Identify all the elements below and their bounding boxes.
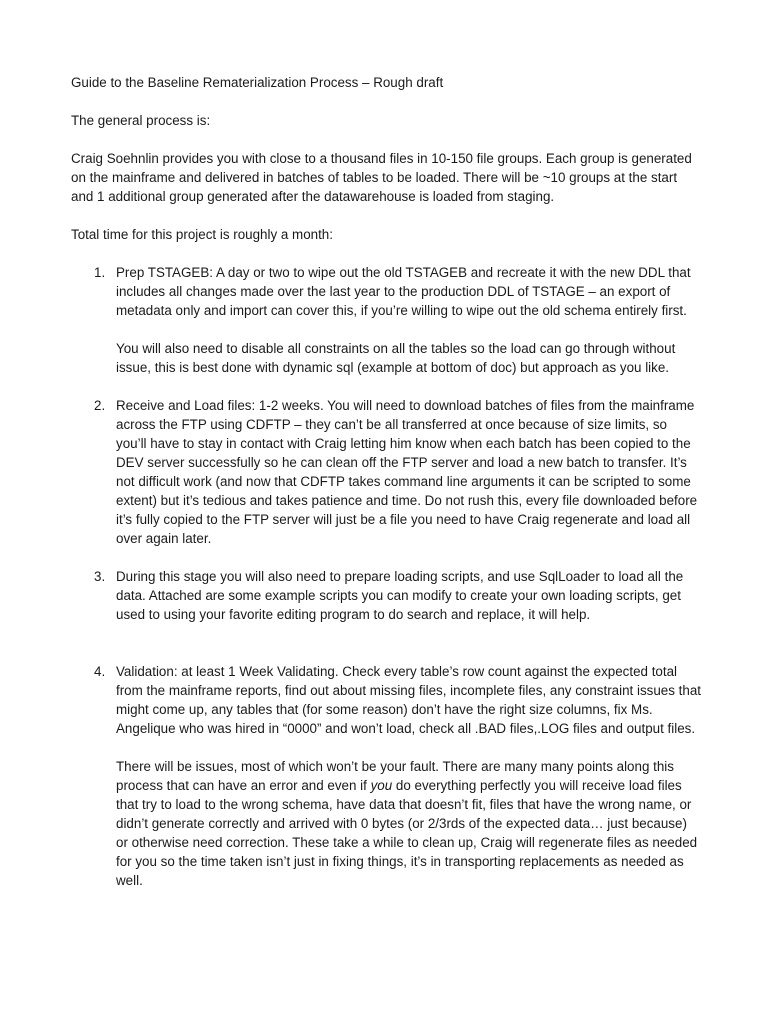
subparagraph-text-end: do everything perfectly you will receive load files that try to load to the wrong schema, have data that doesn’t fit, files that have the wrong name, or didn’t generate correctly and arrived with 0 bytes (or 2/3rds of the expected data… just because) or otherwise need correction. These take a while to clean up, Craig will regenerate files as needed for you so the time taken isn’t just in fixing things, it’s in transporting replacements as needed as well. (116, 778, 698, 888)
step-text: Prep TSTAGEB: A day or two to wipe out the old TSTAGEB and recreate it with the new DDL that includes all changes made over the last year to the production DDL of TSTAGE – an export of metadata only and import can cover this, if you’re willing to wipe out the old schema entirely first. (116, 265, 691, 318)
step-subparagraph (116, 757, 701, 890)
step-number: 1. (94, 265, 106, 280)
step-subparagraph: You will also need to disable all constraints on all the tables so the load can go through without issue, this is best done with dynamic sql (example at bottom of doc) but approach as you like. (116, 341, 676, 375)
step-number: 2. (94, 398, 106, 413)
subparagraph-text-start: There will be issues, most of which won’t be your fault. There are many many points along this process that can have an error and even if (116, 759, 674, 793)
step-text: During this stage you will also need to prepare loading scripts, and use SqlLoader to load all the data. Attached are some example scripts you can modify to create your own loading scripts, get used to using your favorite editing program to do search and replace, it will help. (116, 569, 684, 622)
list-item (71, 263, 701, 377)
step-text: Receive and Load files: 1-2 weeks. You will need to download batches of files from the mainframe across the FTP using CDFTP – they can’t be all transferred at once because of size limits, so you’ll have to stay in contact with Craig letting him know when each batch has been copied to the DEV server successfully so he can clean off the FTP server and load a new batch to transfer. It’s not difficult work (and now that CDFTP takes command line arguments it can be scripted to some extent) but it’s tedious and takes patience and time. Do not rush this, every file downloaded before it’s fully copied to the FTP server will just be a file you need to have Craig regenerate and load all over again later. (116, 398, 698, 546)
list-item (71, 567, 701, 624)
document-title: Guide to the Baseline Rematerialization Process – Rough draft (71, 75, 444, 90)
step-number: 3. (94, 569, 106, 584)
intro-text: The general process is: (71, 113, 211, 128)
total-time-text: Total time for this project is roughly a month: (71, 227, 333, 242)
list-item (71, 662, 701, 890)
overview-paragraph: Craig Soehnlin provides you with close to a thousand files in 10-150 file groups. Each group is generated on the mainframe and delivered in batches of tables to be loaded. There will be ~10 groups at the start and 1 additional group generated after the datawarehouse is loaded from staging. (71, 151, 692, 204)
steps-list (71, 263, 701, 890)
document-page (71, 73, 701, 890)
step-number: 4. (94, 664, 106, 679)
list-item (71, 396, 701, 548)
emphasized-word: you (370, 778, 393, 793)
step-text: Validation: at least 1 Week Validating. Check every table’s row count against the expected total from the mainframe reports, find out about missing files, incomplete files, any constraint issues that might come up, any tables that (for some reason) don’t have the right size columns, fix Ms. Angelique who was hired in “0000” and won’t load, check all .BAD files,.LOG files and output files. (116, 664, 701, 736)
